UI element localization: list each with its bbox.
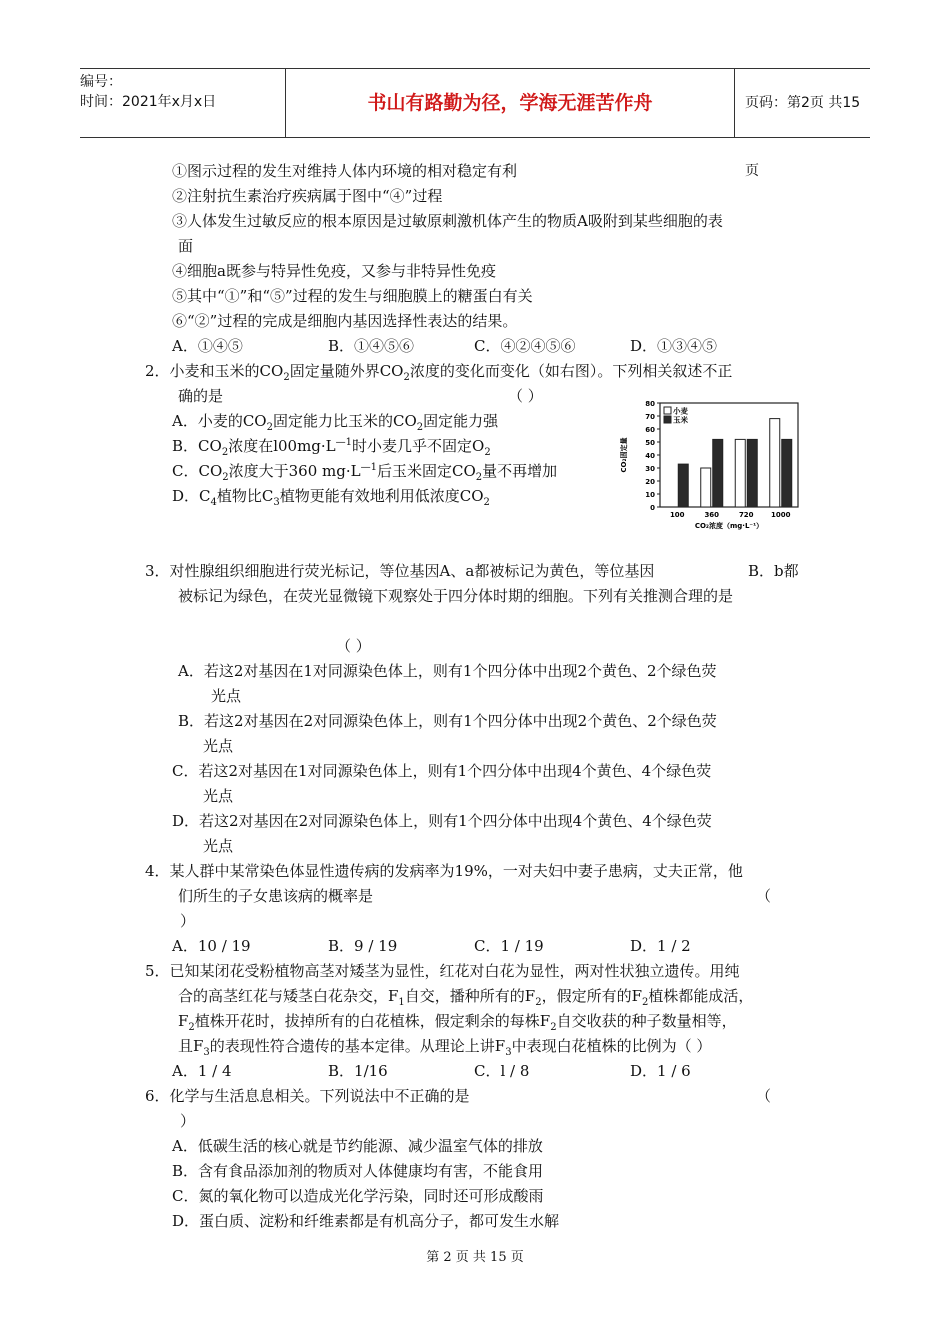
q5-stem-line3: $F_2$植株开花时，拔掉所有的白花植株，假定剩余的每株$F_2$自交收获的种子数量相等， (178, 1012, 737, 1033)
q3-stem: 3．对性腺组织细胞进行荧光标记，等位基因A、a都被标记为黄色，等位基因 (145, 562, 655, 580)
q2-stem: 2．小麦和玉米的$CO_2$固定量随外界$CO_2$浓度的变化而变化（如右图）。下列相关叙述不正 (145, 362, 733, 383)
legend-swatch-wheat (664, 407, 671, 414)
y-tick-label: 0 (650, 504, 655, 512)
q4-option-d: D．1 / 2 (630, 937, 691, 955)
q3-option-a: A．若这2对基因在1对同源染色体上，则有1个四分体中出现2个黄色、2个绿色荧 (178, 662, 717, 680)
x-tick-label: 100 (669, 511, 685, 519)
q2-option-d: D．$C_4$植物比$C_3$植物更能有效地利用低浓度$CO_2$ (172, 487, 490, 508)
q1-statement-3-cont: 面 (178, 237, 194, 255)
q5-option-d: D．1 / 6 (630, 1062, 691, 1080)
q2-answer-paren: （ ） (508, 387, 543, 405)
q2-option-b: B．$CO_2$浓度在$l00mg\cdot L^{—1}$时小麦几乎不固定$O_2$ (172, 437, 491, 458)
q2-option-c: C．$CO_2$浓度大于360 $mg\cdot L^{—1}$后玉米固定$CO_2$量不再增加 (172, 462, 558, 483)
q6-stem: 6．化学与生活息息相关。下列说法中不正确的是 (145, 1087, 470, 1105)
x-tick-label: 720 (738, 511, 754, 519)
y-tick-label: 30 (645, 465, 655, 473)
q3-stem-b: B．b都 (748, 562, 799, 580)
q5-option-c: C．l / 8 (474, 1062, 530, 1080)
bar-wheat (735, 439, 745, 507)
time-label: 时间：2021年x月x日 (80, 94, 217, 110)
q2-option-a: A．小麦的$CO_2$固定能力比玉米的$CO_2$固定能力强 (172, 412, 499, 433)
q1-statement-4: ④细胞a既参与特异性免疫，又参与非特异性免疫 (172, 262, 496, 280)
y-tick-label: 50 (645, 439, 655, 447)
q5-stem: 5．已知某闭花受粉植物高茎对矮茎为显性，红花对白花为显性，两对性状独立遗传。用纯 (145, 962, 740, 980)
q4-option-c: C．1 / 19 (474, 937, 544, 955)
header-motto: 书山有路勤为径，学海无涯苦作舟 (285, 69, 735, 137)
bar-corn (713, 439, 723, 507)
q2-stem-cont: 确的是 (178, 387, 224, 405)
x-tick-label: 360 (704, 511, 720, 519)
q1-statement-5: ⑤其中“①”和“⑤”过程的发生与细胞膜上的糖蛋白有关 (172, 287, 533, 305)
bar-corn (678, 464, 688, 507)
q4-option-b: B．9 / 19 (328, 937, 398, 955)
q4-stem: 4．某人群中某常染色体显性遗传病的发病率为19%，一对夫妇中妻子患病，丈夫正常，他 (145, 862, 743, 880)
co2-fixation-chart (610, 395, 805, 535)
q1-option-d: D．①③④⑤ (630, 337, 718, 355)
legend-label-wheat: 小麦 (673, 406, 688, 416)
y-tick-label: 20 (645, 478, 655, 486)
q6-paren-open: （ (756, 1087, 772, 1105)
q1-statement-6: ⑥“②”过程的完成是细胞内基因选择性表达的结果。 (172, 312, 518, 330)
q3-stem-cont: 被标记为绿色，在荧光显微镜下观察处于四分体时期的细胞。下列有关推测合理的是 (178, 587, 734, 605)
q3-answer-paren: （ ） (336, 637, 371, 655)
q1-option-b: B．①④⑤⑥ (328, 337, 415, 355)
legend-label-corn: 玉米 (673, 415, 688, 425)
bar-corn (747, 439, 757, 507)
q3-option-b: B．若这2对基因在2对同源染色体上，则有1个四分体中出现2个黄色、2个绿色荧 (178, 712, 717, 730)
q6-paren-close: ） (180, 1112, 196, 1130)
bar-wheat (770, 419, 780, 507)
bar-corn (782, 439, 792, 507)
y-tick-label: 70 (645, 413, 655, 421)
x-axis-label: CO₂浓度（mg·L⁻¹） (694, 522, 764, 530)
q3-option-d: D．若这2对基因在2对同源染色体上，则有1个四分体中出现4个黄色、4个绿色荧 (172, 812, 712, 830)
q4-option-a: A．10 / 19 (172, 937, 251, 955)
q4-stem-cont: 们所生的子女患该病的概率是 (178, 887, 374, 905)
number-label: 编号： (80, 74, 122, 90)
q3-option-d-cont: 光点 (203, 837, 234, 855)
q1-statement-1: ①图示过程的发生对维持人体内环境的相对稳定有利 (172, 162, 518, 180)
y-tick-label: 60 (645, 426, 655, 434)
q5-option-b: B．1/16 (328, 1062, 388, 1080)
y-axis-label: CO₂固定量 (620, 437, 628, 473)
q1-statement-3: ③人体发生过敏反应的根本原因是过敏原刺激机体产生的物质A吸附到某些细胞的表 (172, 212, 723, 230)
x-tick-label: 1000 (771, 511, 791, 519)
q5-option-a: A．1 / 4 (172, 1062, 232, 1080)
q1-option-c: C．④②④⑤⑥ (474, 337, 576, 355)
q4-paren-open: （ (756, 887, 772, 905)
legend-swatch-corn (664, 416, 671, 423)
q1-statement-2: ②注射抗生素治疗疾病属于图中“④”过程 (172, 187, 443, 205)
header-info (80, 69, 285, 137)
page-footer: 第 2 页 共 15 页 (426, 1250, 524, 1265)
header-page: 页码：第2页 共15页 (745, 95, 861, 179)
bar-wheat (701, 468, 711, 507)
q6-option-b: B．含有食品添加剂的物质对人体健康均有害，不能食用 (172, 1162, 544, 1180)
q3-option-b-cont: 光点 (203, 737, 234, 755)
q3-option-c-cont: 光点 (203, 787, 234, 805)
y-tick-label: 80 (645, 400, 655, 408)
q5-stem-line2: 合的高茎红花与矮茎白花杂交，$F_1$自交，播种所有的$F_2$，假定所有的$F_2$植株都能成活， (178, 987, 754, 1008)
q6-option-a: A．低碳生活的核心就是节约能源、减少温室气体的排放 (172, 1137, 543, 1155)
q6-option-d: D．蛋白质、淀粉和纤维素都是有机高分子，都可发生水解 (172, 1212, 560, 1230)
q3-option-a-cont: 光点 (211, 687, 242, 705)
q5-stem-line4: 且$F_3$的表现性符合遗传的基本定律。从理论上讲$F_3$中表现白花植株的比例为（ ） (178, 1037, 712, 1058)
q1-option-a: A．①④⑤ (172, 337, 243, 355)
y-tick-label: 10 (645, 491, 655, 499)
q3-option-c: C．若这2对基因在1对同源染色体上，则有1个四分体中出现4个黄色、4个绿色荧 (172, 762, 712, 780)
q6-option-c: C．氮的氧化物可以造成光化学污染，同时还可形成酸雨 (172, 1187, 544, 1205)
q4-paren-close: ） (180, 912, 196, 930)
y-tick-label: 40 (645, 452, 655, 460)
